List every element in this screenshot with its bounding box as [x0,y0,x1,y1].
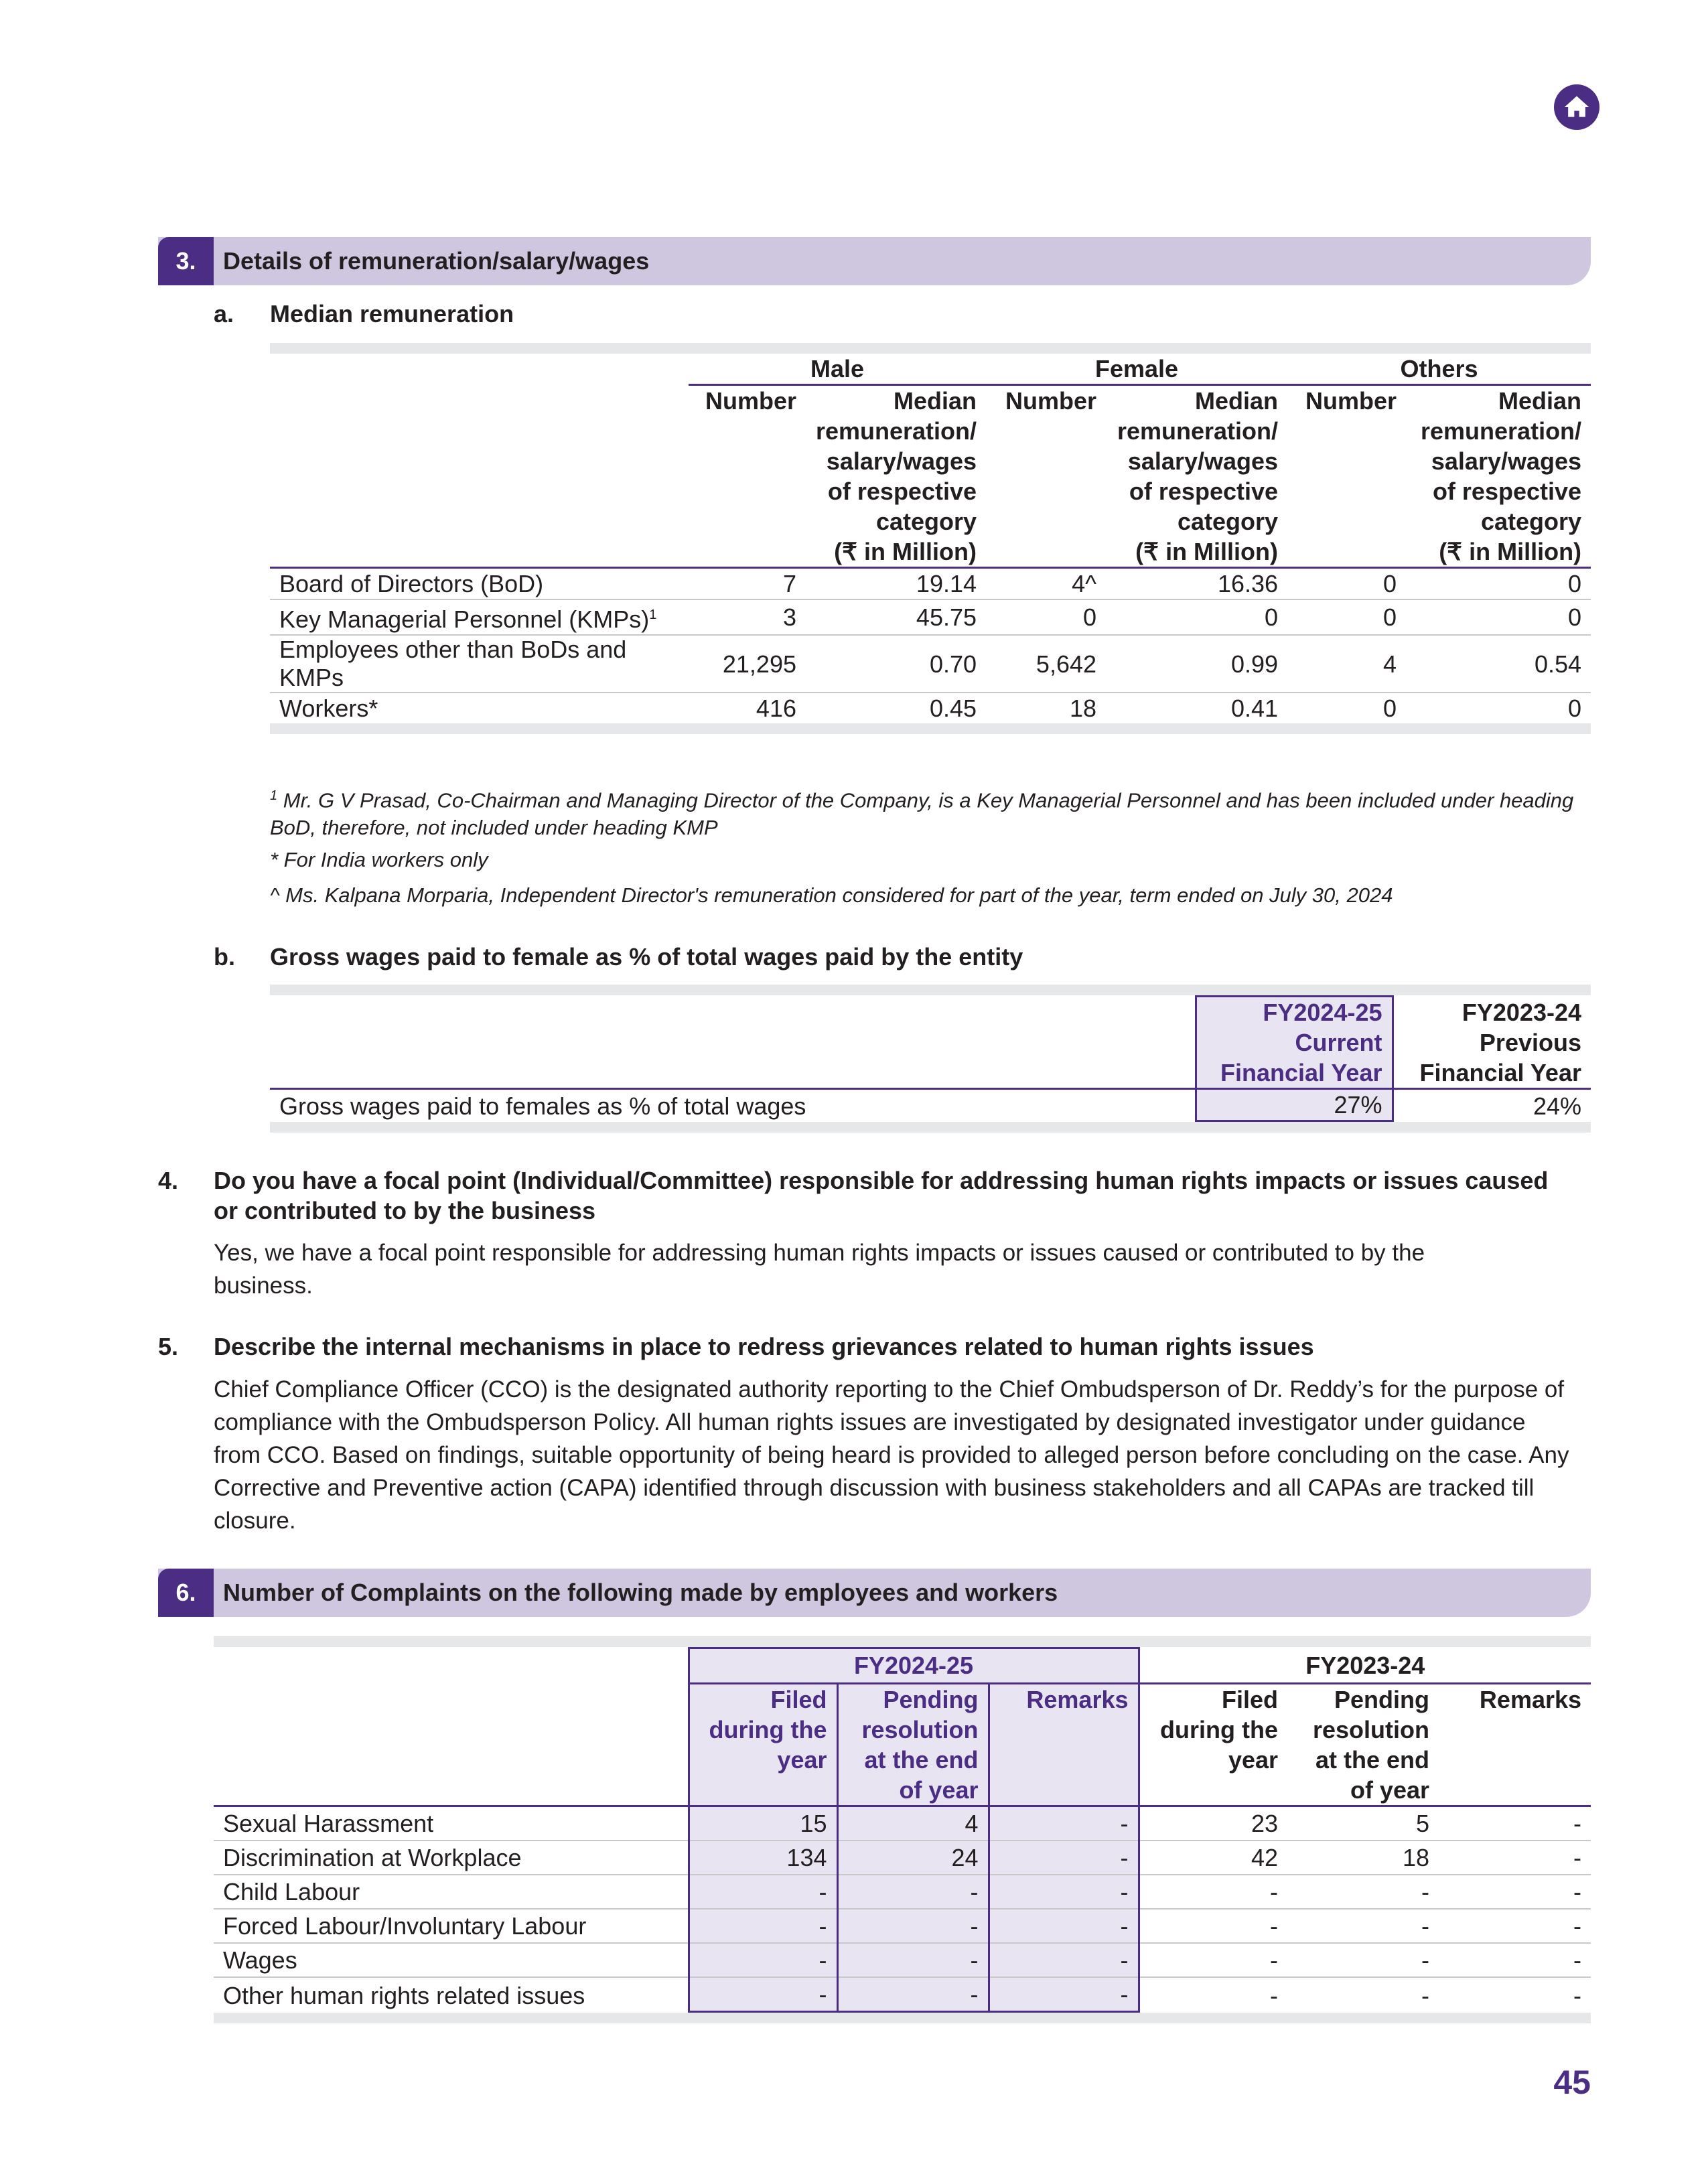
cell-value: 0 [1406,599,1591,635]
col-filed: Filed during the year [1160,1686,1279,1774]
cell-value: - [989,1943,1139,1977]
section-number: 6. [158,1569,214,1617]
subsection-letter: a. [214,300,234,328]
cell-value: - [1439,1943,1591,1977]
subsection-title: Median remuneration [270,300,514,328]
page-number: 45 [1553,2064,1591,2101]
col-median: Median remuneration/ salary/wages of respective category (₹ in Million) [815,387,977,565]
col-median: Median remuneration/ salary/wages of respective category (₹ in Million) [1421,387,1582,565]
table-row [214,1806,1591,1841]
cell-value: - [689,1977,837,2012]
gross-wages-table [270,985,1591,1133]
median-remuneration-table [270,343,1591,734]
section-title: Number of Complaints on the following made by employees and workers [223,1579,1058,1606]
row-label: Sexual Harassment [214,1806,689,1841]
section-4-question: 4. Do you have a focal point (Individual/Committee) responsible for addressing human rights impacts or issues caused or contributed to by the business [158,1167,1549,1224]
cell-value: - [1439,1875,1591,1909]
row-label: Child Labour [214,1875,689,1909]
table-row [214,1909,1591,1943]
footnote-1: $^1$ Mr. G V Prasad, Co-Chairman and Managing Director of the Company, is a Key Managerial Personnel and has been included under heading BoD, therefore, not included under heading KMP [270,788,1574,840]
cell-value: - [989,1806,1139,1841]
section-title: Details of remuneration/salary/wages [223,247,650,275]
cell-value: 0 [1106,599,1287,635]
home-button[interactable] [1554,84,1599,130]
cell-value: - [689,1875,837,1909]
group-female: Female [986,354,1287,385]
cell-value: 0 [986,599,1106,635]
cell-value: 0.45 [929,695,977,722]
col-current-fy: FY2024-25 Current Financial Year [1196,997,1393,1089]
cell-value: 24 [837,1841,989,1875]
cell-value: 0.54 [1406,635,1591,693]
section-4-answer: Yes, we have a focal point responsible for addressing human rights impacts or issues caused or contributed to by the business. [214,1240,1425,1299]
group-male: Male [689,354,986,385]
cell-value: - [837,1875,989,1909]
footnote-caret: ^ Ms. Kalpana Morparia, Independent Director's remuneration considered for part of the year, term ended on July 30, 2024 [270,883,1393,907]
cell-value: 15 [689,1806,837,1841]
table-row [270,635,1591,693]
table-row [214,1943,1591,1977]
section-6-header [158,1569,1591,1617]
cell-value: 23 [1139,1806,1287,1841]
subsection-b-heading [214,943,1023,971]
cell-value: 7 [689,568,806,600]
cell-value: - [837,1909,989,1943]
subsection-a-heading [214,300,514,328]
cell-value: - [989,1977,1139,2012]
section-3-header [158,237,1591,285]
cell-value: 416 [756,695,796,722]
cell-value: 0.41 [1230,695,1279,722]
subsection-title: Gross wages paid to female as % of total wages paid by the entity [270,943,1023,970]
cell-value: - [689,1909,837,1943]
cell-value: - [1439,1909,1591,1943]
cell-value: 16.36 [1106,568,1287,600]
row-label: Key Managerial Personnel (KMPs)$^1$ [270,599,689,635]
cell-value: 18 [1069,695,1097,722]
cell-value: 0.70 [806,635,986,693]
col-pending: Pending resolution at the end of year [1313,1686,1430,1804]
cell-value: 19.14 [806,568,986,600]
cell-value: 134 [689,1841,837,1875]
cell-value: 0 [1406,568,1591,600]
cell-value: - [989,1875,1139,1909]
cell-value: - [1573,1981,1582,2009]
row-label: Forced Labour/Involuntary Labour [214,1909,689,1943]
col-remarks: Remarks [1479,1686,1582,1713]
col-filed: Filed during the year [689,1684,837,1806]
cell-value: 18 [1287,1841,1439,1875]
cell-value: 4 [1287,635,1406,693]
cell-value: - [1439,1806,1591,1841]
table-row [270,568,1591,600]
current-value: 27% [1196,1089,1393,1121]
section-5-answer: Chief Compliance Officer (CCO) is the designated authority reporting to the Chief Ombudsperson of Dr. Reddy’s for the purpose of compliance with the Ombudsperson Policy. All human rights issues are investigated by designated investigator under guidance from CCO. Based on findings, suitable opportunity of being heard is provided to alleged person before concluding on the case. Any Corrective and Preventive action (CAPA) identified through discussion with business stakeholders and all CAPAs are tracked till closure. [214,1376,1569,1534]
subsection-letter: b. [214,943,235,970]
col-number: Number [1005,387,1097,415]
home-icon [1562,92,1591,122]
col-number: Number [705,387,796,415]
table-row [214,1977,1591,2012]
cell-value: 21,295 [689,635,806,693]
col-pending: Pending resolution at the end of year [837,1684,989,1806]
fy-previous-header: FY2023-24 [1139,1648,1591,1684]
cell-value: - [989,1841,1139,1875]
col-remarks: Remarks [989,1684,1139,1806]
group-others: Others [1287,354,1591,385]
cell-value: 3 [689,599,806,635]
cell-value: 0 [1287,599,1406,635]
cell-value: 0.99 [1106,635,1287,693]
row-label: Other human rights related issues [223,1981,585,2009]
complaints-table [214,1636,1591,2023]
table-row [270,599,1591,635]
cell-value: - [989,1909,1139,1943]
footnote-star: * For India workers only [270,848,488,871]
cell-value: 4^ [986,568,1106,600]
cell-value: - [689,1943,837,1977]
cell-value: 0 [1383,695,1397,722]
previous-value: 24% [1533,1092,1581,1120]
cell-value: 5,642 [986,635,1106,693]
cell-value: 4 [837,1806,989,1841]
cell-value: - [837,1977,989,2012]
cell-value: - [1270,1981,1279,2009]
cell-value: 5 [1287,1806,1439,1841]
cell-value: - [1139,1875,1287,1909]
table-row [214,1841,1591,1875]
cell-value: - [837,1943,989,1977]
row-label: Wages [214,1943,689,1977]
cell-value: - [1287,1943,1439,1977]
row-label: Board of Directors (BoD) [270,568,689,600]
table-row [214,1875,1591,1909]
section-5-question: 5. Describe the internal mechanisms in place to redress grievances related to human rights issues [158,1333,1314,1360]
cell-value: 0 [1568,695,1582,722]
cell-value: 0 [1287,568,1406,600]
fy-current-header: FY2024-25 [689,1648,1139,1684]
col-number: Number [1305,387,1397,415]
cell-value: - [1287,1875,1439,1909]
cell-value: - [1139,1909,1287,1943]
cell-value: 45.75 [806,599,986,635]
cell-value: - [1421,1981,1430,2009]
row-label: Discrimination at Workplace [214,1841,689,1875]
row-label: Workers* [279,695,378,722]
row-label: Gross wages paid to females as % of total wages [279,1092,806,1120]
section-number: 3. [158,237,214,285]
cell-value: - [1287,1909,1439,1943]
cell-value: - [1439,1841,1591,1875]
table-row [270,693,1591,723]
cell-value: - [1139,1943,1287,1977]
col-median: Median remuneration/ salary/wages of respective category (₹ in Million) [1117,387,1279,565]
col-previous-fy: FY2023-24 Previous Financial Year [1419,999,1581,1086]
row-label: Employees other than BoDs and KMPs [270,635,689,693]
cell-value: 42 [1139,1841,1287,1875]
